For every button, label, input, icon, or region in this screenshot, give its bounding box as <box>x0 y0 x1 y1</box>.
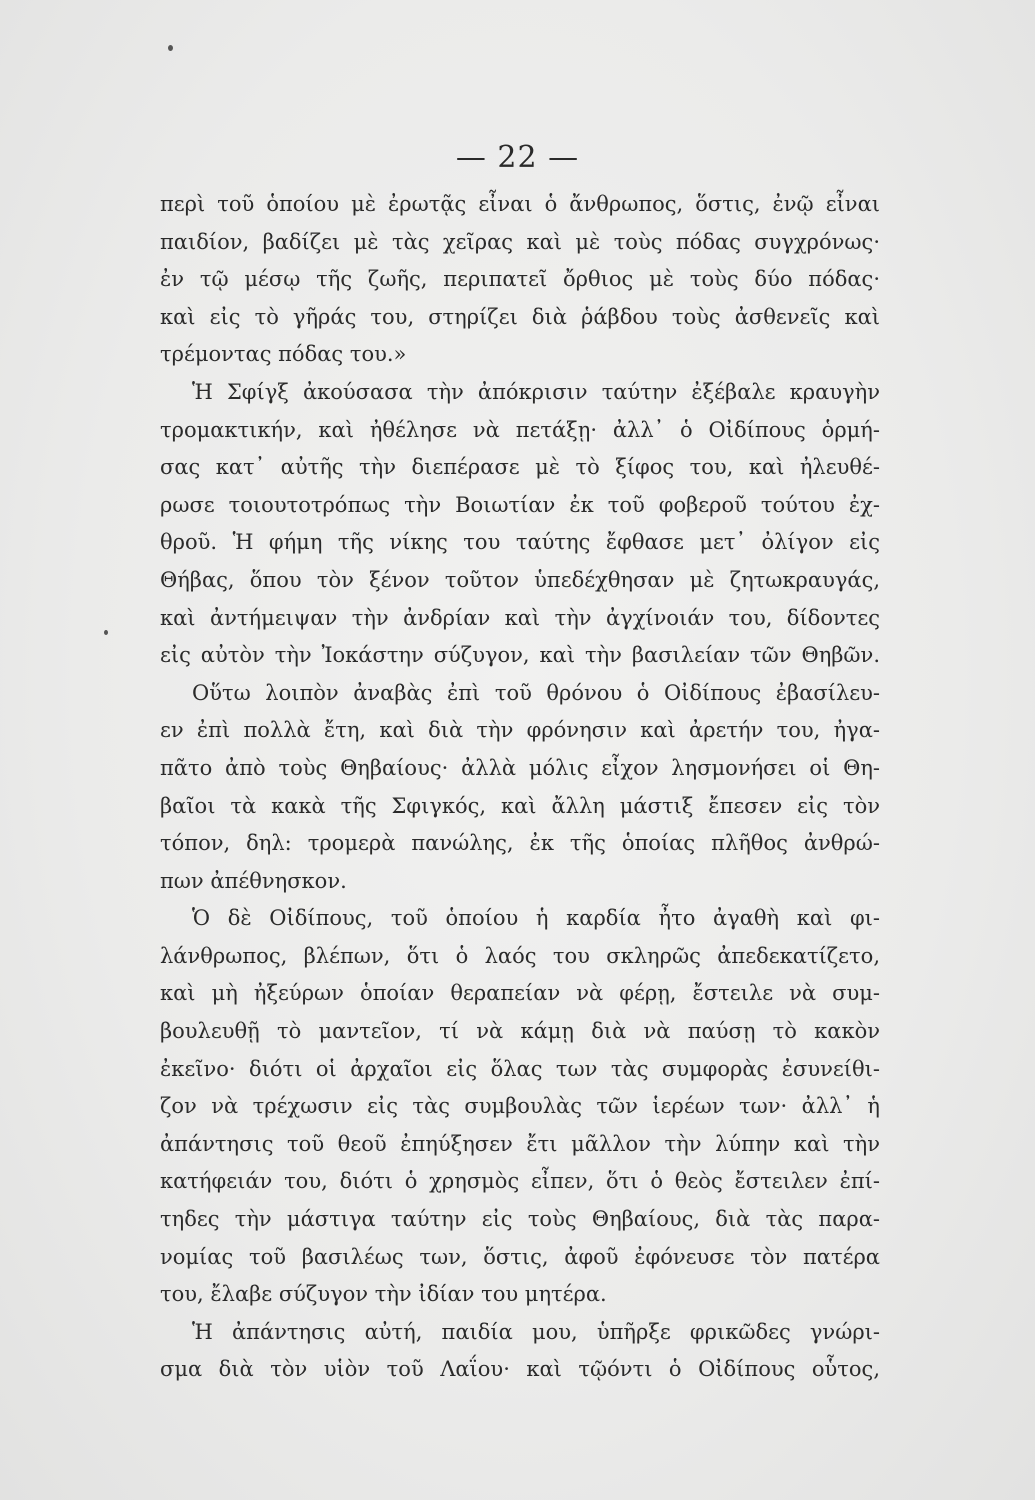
text-line: κατήφειάν του, διότι ὁ χρησμὸς εἶπεν, ὅτι ὁ θεὸς ἔστειλεν ἐπί- <box>160 1169 880 1194</box>
text-line: ἐν τῷ μέσῳ τῆς ζωῆς, περιπατεῖ ὄρθιος μὲ τοὺς δύο πόδας· <box>160 267 880 292</box>
text-line: καὶ εἰς τὸ γῆράς του, στηρίζει διὰ ῥάβδου τοὺς ἀσθενεῖς καὶ <box>160 304 880 329</box>
text-line: του, ἔλαβε σύζυγον τὴν ἰδίαν του μητέρα. <box>160 1282 607 1307</box>
text-line: εν ἐπὶ πολλὰ ἔτη, καὶ διὰ τὴν φρόνησιν καὶ ἀρετήν του, ἠγα- <box>160 718 880 743</box>
text-line: εἰς αὐτὸν τὴν Ἰοκάστην σύζυγον, καὶ τὴν βασιλείαν τῶν Θηβῶν. <box>160 643 880 668</box>
page-number: — 22 — <box>455 140 580 175</box>
text-line: Ἡ Σφίγξ ἀκούσασα τὴν ἀπόκρισιν ταύτην ἐξέβαλε κραυγὴν <box>192 379 880 404</box>
text-line: τρομακτικήν, καὶ ἠθέλησε νὰ πετάξῃ· ἀλλ᾽ ὁ Οἰδίπους ὁρμή- <box>160 417 880 442</box>
text-line: πων ἀπέθνησκον. <box>160 868 347 893</box>
text-line: βουλευθῇ τὸ μαντεῖον, τί νὰ κάμῃ διὰ νὰ παύσῃ τὸ κακὸν <box>160 1019 880 1044</box>
body-text <box>160 186 880 1389</box>
text-line: Ὁ δὲ Οἰδίπους, τοῦ ὁποίου ἡ καρδία ἦτο ἀγαθὴ καὶ φι- <box>192 906 880 931</box>
text-line: ρωσε τοιουτοτρόπως τὴν Βοιωτίαν ἐκ τοῦ φοβεροῦ τούτου ἐχ- <box>160 492 880 517</box>
text-line: παιδίον, βαδίζει μὲ τὰς χεῖρας καὶ μὲ τοὺς πόδας συγχρόνως· <box>160 229 880 254</box>
text-line: ἐκεῖνο· διότι οἱ ἀρχαῖοι εἰς ὅλας των τὰς συμφορὰς ἐσυνείθι- <box>160 1056 880 1081</box>
text-line: σμα διὰ τὸν υἱὸν τοῦ Λαΐου· καὶ τῷόντι ὁ Οἰδίπους οὗτος, <box>160 1357 880 1382</box>
text-line: περὶ τοῦ ὁποίου μὲ ἐρωτᾷς εἶναι ὁ ἄνθρωπος, ὅστις, ἐνῷ εἶναι <box>160 192 880 216</box>
text-line: ἀπάντησις τοῦ θεοῦ ἐπηύξησεν ἔτι μᾶλλον τὴν λύπην καὶ τὴν <box>160 1131 880 1156</box>
text-line: βαῖοι τὰ κακὰ τῆς Σφιγκός, καὶ ἄλλη μάστιξ ἔπεσεν εἰς τὸν <box>160 793 880 818</box>
text-line: πᾶτο ἀπὸ τοὺς Θηβαίους· ἀλλὰ μόλις εἶχον λησμονήσει οἱ Θη- <box>160 755 880 780</box>
ink-speck <box>168 45 173 51</box>
text-line: Οὕτω λοιπὸν ἀναβὰς ἐπὶ τοῦ θρόνου ὁ Οἰδίπους ἐβασίλευ- <box>192 680 880 705</box>
text-line: λάνθρωπος, βλέπων, ὅτι ὁ λαός του σκληρῶς ἀπεδεκατίζετο, <box>160 943 880 968</box>
text-line: Θήβας, ὅπου τὸν ξένον τοῦτον ὑπεδέχθησαν μὲ ζητωκραυγάς, <box>160 567 880 592</box>
text-line: καὶ μὴ ἠξεύρων ὁποίαν θεραπείαν νὰ φέρῃ, ἔστειλε νὰ συμ- <box>160 981 880 1006</box>
text-line: τρέμοντας πόδας του.» <box>160 342 407 367</box>
text-line: τόπον, δηλ: τρομερὰ πανώλης, ἐκ τῆς ὁποίας πλῆθος ἀνθρώ- <box>160 831 880 856</box>
text-line: σας κατ᾽ αὐτῆς τὴν διεπέρασε μὲ τὸ ξίφος του, καὶ ἠλευθέ- <box>160 455 880 480</box>
text-line: Ἡ ἀπάντησις αὐτή, παιδία μου, ὑπῆρξε φρικῶδες γνώρι- <box>192 1319 880 1344</box>
ink-speck <box>104 630 108 635</box>
text-line: νομίας τοῦ βασιλέως των, ὅστις, ἀφοῦ ἐφόνευσε τὸν πατέρα <box>160 1244 880 1269</box>
text-line: τηδες τὴν μάστιγα ταύτην εἰς τοὺς Θηβαίους, διὰ τὰς παρα- <box>160 1207 880 1232</box>
text-line: θροῦ. Ἡ φήμη τῆς νίκης του ταύτης ἔφθασε μετ᾽ ὀλίγον εἰς <box>160 530 880 555</box>
text-line: ζον νὰ τρέχωσιν εἰς τὰς συμβουλὰς τῶν ἱερέων των· ἀλλ᾽ ἡ <box>160 1094 880 1119</box>
text-line: καὶ ἀντήμειψαν τὴν ἀνδρίαν καὶ τὴν ἀγχίνοιάν του, δίδοντες <box>160 605 880 630</box>
